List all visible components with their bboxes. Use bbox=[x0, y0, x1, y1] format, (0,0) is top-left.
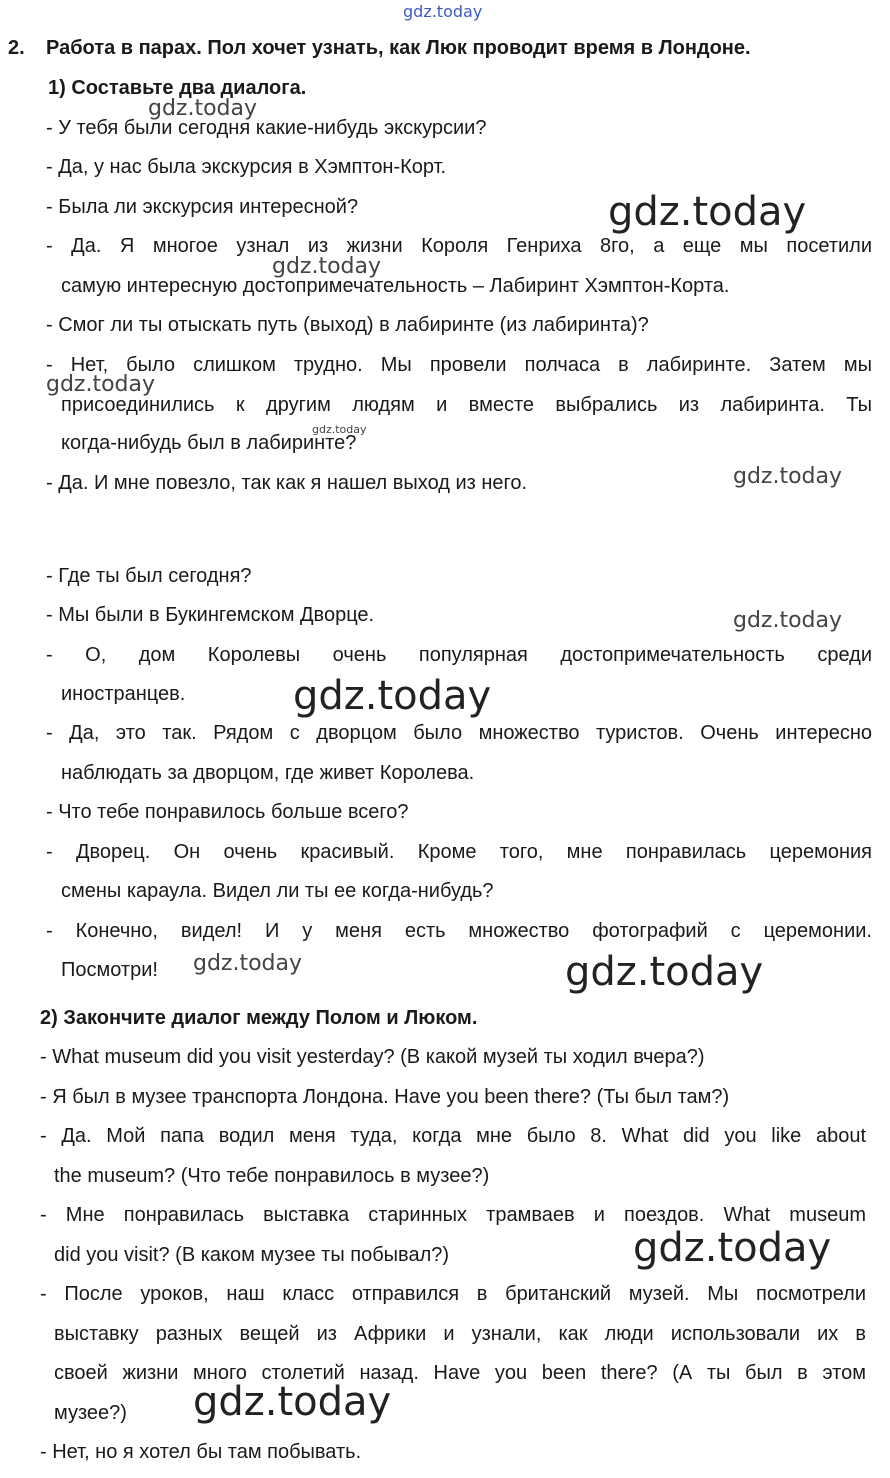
watermark: gdz.today bbox=[193, 1379, 392, 1425]
watermark: gdz.today bbox=[193, 951, 303, 976]
dialog1-line: присоединились к другим людям и вместе выбрались из лабиринта. Ты bbox=[61, 394, 872, 416]
dialog3-line: did you visit? (В каком музее ты побывал?) bbox=[54, 1244, 450, 1266]
watermark: gdz.today bbox=[733, 464, 843, 489]
dialog2-line: Посмотри! bbox=[61, 959, 158, 981]
watermark: gdz.today bbox=[272, 254, 382, 279]
dialog3-line: своей жизни много столетий назад. Have you been there? (А ты был в этом bbox=[54, 1362, 866, 1384]
dialog2-line: иностранцев. bbox=[61, 683, 186, 705]
dialog3-line: - Нет, но я хотел бы там побывать. bbox=[40, 1441, 362, 1463]
dialog3-line: выставку разных вещей из Африки и узнали, как люди использовали их в bbox=[54, 1323, 866, 1345]
dialog1-line: когда-нибудь был в лабиринте? bbox=[61, 432, 357, 454]
watermark: gdz.today bbox=[293, 673, 492, 719]
dialog1-line: самую интересную достопримечательность – Лабиринт Хэмптон-Корта. bbox=[61, 275, 730, 297]
dialog1-line: - Была ли экскурсия интересной? bbox=[46, 196, 359, 218]
watermark: gdz.today bbox=[633, 1225, 832, 1271]
task-title: Работа в парах. Пол хочет узнать, как Люк проводит время в Лондоне. bbox=[46, 37, 751, 59]
dialog2-line: - О, дом Королевы очень популярная достопримечательность среди bbox=[46, 644, 872, 666]
dialog3-line: - После уроков, наш класс отправился в британский музей. Мы посмотрели bbox=[40, 1283, 866, 1305]
watermark: gdz.today bbox=[46, 372, 156, 397]
dialog1-line: - Да, у нас была экскурсия в Хэмптон-Корт. bbox=[46, 156, 447, 178]
watermark-top: gdz.today bbox=[403, 2, 483, 21]
dialog3-line: - What museum did you visit yesterday? (В какой музей ты ходил вчера?) bbox=[40, 1046, 705, 1068]
dialog3-line: - Мне понравилась выставка старинных трамваев и поездов. What museum bbox=[40, 1204, 866, 1226]
dialog2-line: - Где ты был сегодня? bbox=[46, 565, 252, 587]
part2-heading: 2) Закончите диалог между Полом и Люком. bbox=[40, 1007, 478, 1029]
dialog2-line: - Да, это так. Рядом с дворцом было множество туристов. Очень интересно bbox=[46, 722, 872, 744]
task-number: 2. bbox=[8, 37, 25, 59]
dialog2-line: - Что тебе понравилось больше всего? bbox=[46, 801, 409, 823]
dialog2-line: - Мы были в Букингемском Дворце. bbox=[46, 604, 375, 626]
dialog2-line: наблюдать за дворцом, где живет Королева. bbox=[61, 762, 475, 784]
dialog1-line: - У тебя были сегодня какие-нибудь экскурсии? bbox=[46, 117, 487, 139]
dialog1-line: - Смог ли ты отыскать путь (выход) в лабиринте (из лабиринта)? bbox=[46, 314, 649, 336]
watermark: gdz.today bbox=[312, 423, 367, 436]
part1-heading: 1) Составьте два диалога. bbox=[48, 77, 307, 99]
watermark: gdz.today bbox=[733, 608, 843, 633]
dialog2-line: - Конечно, видел! И у меня есть множество фотографий с церемонии. bbox=[46, 920, 872, 942]
dialog2-line: - Дворец. Он очень красивый. Кроме того, мне понравилась церемония bbox=[46, 841, 872, 863]
dialog1-line: - Нет, было слишком трудно. Мы провели полчаса в лабиринте. Затем мы bbox=[46, 354, 872, 376]
dialog3-line: the museum? (Что тебе понравилось в музее?) bbox=[54, 1165, 490, 1187]
dialog3-line: музее?) bbox=[54, 1402, 127, 1424]
dialog3-line: - Я был в музее транспорта Лондона. Have you been there? (Ты был там?) bbox=[40, 1086, 730, 1108]
dialog3-line: - Да. Мой папа водил меня туда, когда мне было 8. What did you like about bbox=[40, 1125, 866, 1147]
dialog1-line: - Да. Я многое узнал из жизни Короля Генриха 8го, а еще мы посетили bbox=[46, 235, 872, 257]
dialog1-line: - Да. И мне повезло, так как я нашел выход из него. bbox=[46, 472, 528, 494]
dialog2-line: смены караула. Видел ли ты ее когда-нибудь? bbox=[61, 880, 494, 902]
watermark: gdz.today bbox=[608, 189, 807, 235]
watermark: gdz.today bbox=[565, 949, 764, 995]
watermark: gdz.today bbox=[148, 96, 258, 121]
